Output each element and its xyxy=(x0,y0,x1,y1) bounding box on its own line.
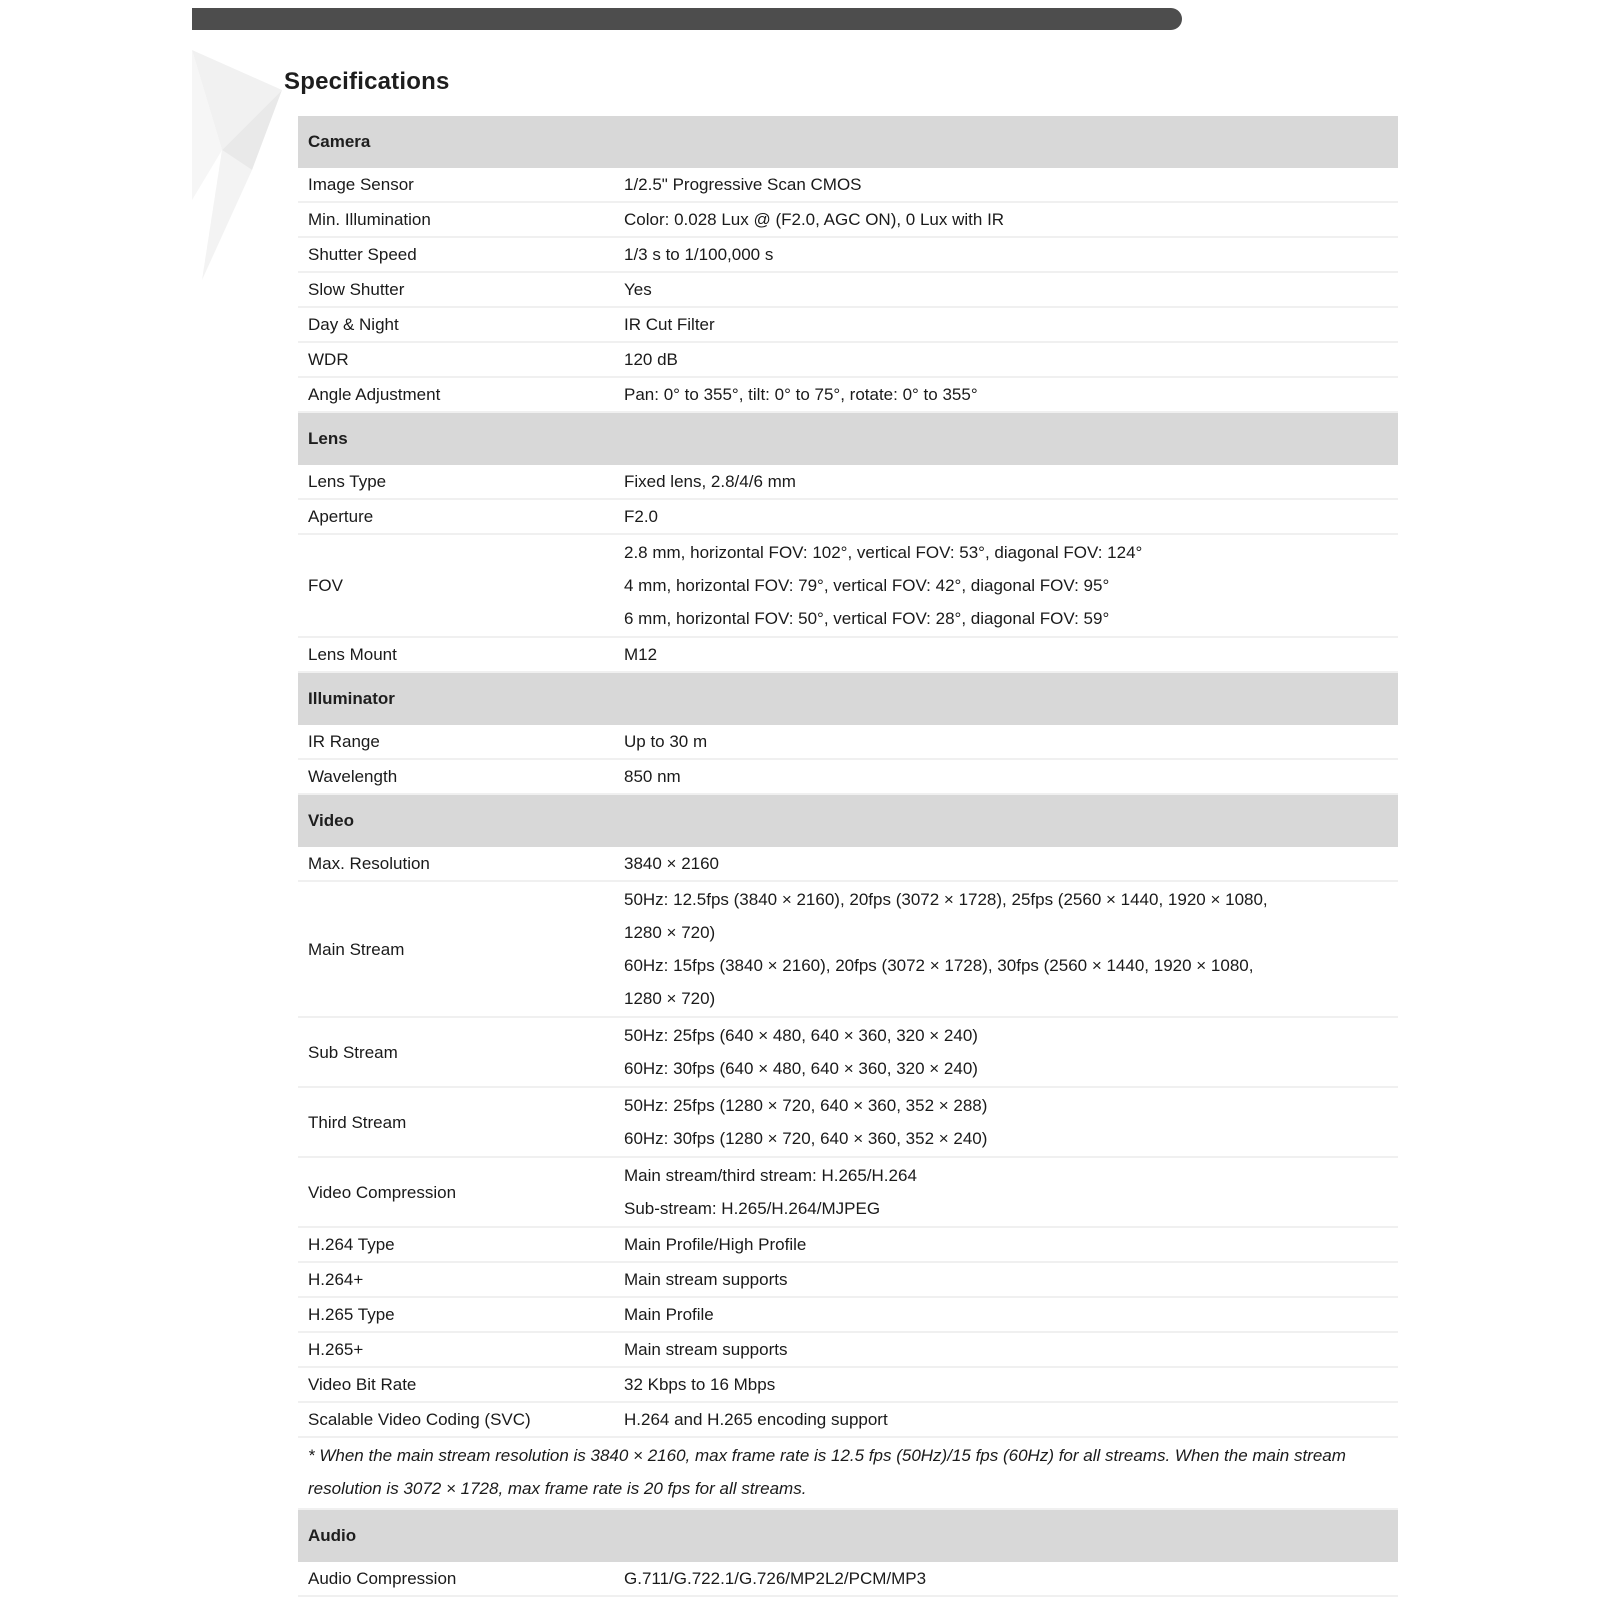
spec-value-line: IR Cut Filter xyxy=(624,315,715,334)
spec-value-line: 50Hz: 12.5fps (3840 × 2160), 20fps (3072 × 1728), 25fps (2560 × 1440, 1920 × 1080, xyxy=(624,890,1268,909)
spec-value xyxy=(614,637,1398,672)
spec-value-line: Fixed lens, 2.8/4/6 mm xyxy=(624,472,796,491)
spec-label: Max. Resolution xyxy=(298,847,614,881)
spec-value-line: Main stream supports xyxy=(624,1270,788,1289)
spec-label: Slow Shutter xyxy=(298,272,614,307)
spec-value xyxy=(614,465,1398,499)
spec-row xyxy=(298,342,1398,377)
spec-row xyxy=(298,307,1398,342)
spec-label: Wavelength xyxy=(298,759,614,794)
section-header-video xyxy=(298,794,1398,847)
spec-row xyxy=(298,1017,1398,1087)
spec-value-line: G.711/G.722.1/G.726/MP2L2/PCM/MP3 xyxy=(624,1569,927,1588)
spec-row xyxy=(298,759,1398,794)
spec-value-line: M12 xyxy=(624,645,658,664)
spec-label: Sub Stream xyxy=(298,1017,614,1087)
spec-value-line: 1/2.5" Progressive Scan CMOS xyxy=(624,175,862,194)
spec-value xyxy=(614,1402,1398,1437)
section-header-lens xyxy=(298,412,1398,465)
spec-label: Scalable Video Coding (SVC) xyxy=(298,1402,614,1437)
spec-value xyxy=(614,307,1398,342)
spec-label: Angle Adjustment xyxy=(298,377,614,412)
spec-value-line: Main Profile xyxy=(624,1305,714,1324)
spec-value xyxy=(614,1262,1398,1297)
spec-value xyxy=(614,1297,1398,1332)
spec-value xyxy=(614,1017,1398,1087)
spec-row xyxy=(298,1262,1398,1297)
spec-value-line: 2.8 mm, horizontal FOV: 102°, vertical FOV: 53°, diagonal FOV: 124° xyxy=(624,543,1143,562)
spec-row xyxy=(298,1297,1398,1332)
spec-value-line: 4 mm, horizontal FOV: 79°, vertical FOV: 42°, diagonal FOV: 95° xyxy=(624,576,1110,595)
spec-value-line: 1280 × 720) xyxy=(624,923,716,942)
spec-label: H.264+ xyxy=(298,1262,614,1297)
spec-row xyxy=(298,847,1398,881)
spec-value-line: 32 Kbps to 16 Mbps xyxy=(624,1375,776,1394)
spec-value-line: 1/3 s to 1/100,000 s xyxy=(624,245,774,264)
spec-row xyxy=(298,1332,1398,1367)
spec-value xyxy=(614,342,1398,377)
spec-value-line: Main stream supports xyxy=(624,1340,788,1359)
spec-value xyxy=(614,168,1398,202)
spec-value-line: Main Profile/High Profile xyxy=(624,1235,807,1254)
spec-label: Third Stream xyxy=(298,1087,614,1157)
spec-label: Lens Type xyxy=(298,465,614,499)
spec-label: WDR xyxy=(298,342,614,377)
spec-row xyxy=(298,237,1398,272)
spec-value-line: 120 dB xyxy=(624,350,678,369)
section-title: Lens xyxy=(298,412,1398,465)
spec-label: Lens Mount xyxy=(298,637,614,672)
spec-value-line: 60Hz: 30fps (1280 × 720, 640 × 360, 352 × 240) xyxy=(624,1129,988,1148)
spec-label: Aperture xyxy=(298,499,614,534)
spec-row xyxy=(298,637,1398,672)
section-title: Video xyxy=(298,794,1398,847)
spec-value xyxy=(614,847,1398,881)
spec-label: Main Stream xyxy=(298,881,614,1017)
spec-value-line: 6 mm, horizontal FOV: 50°, vertical FOV: 28°, diagonal FOV: 59° xyxy=(624,609,1110,628)
spec-value-line: Yes xyxy=(624,280,652,299)
spec-value-line: H.264 and H.265 encoding support xyxy=(624,1410,888,1429)
spec-row xyxy=(298,465,1398,499)
section-header-audio xyxy=(298,1509,1398,1562)
spec-row xyxy=(298,881,1398,1017)
spec-value-line: 50Hz: 25fps (1280 × 720, 640 × 360, 352 × 288) xyxy=(624,1096,988,1115)
spec-row xyxy=(298,1402,1398,1437)
spec-value-line: Sub-stream: H.265/H.264/MJPEG xyxy=(624,1199,881,1218)
spec-value-line: 1280 × 720) xyxy=(624,989,716,1008)
spec-value-line: 50Hz: 25fps (640 × 480, 640 × 360, 320 × 240) xyxy=(624,1026,978,1045)
spec-value xyxy=(614,534,1398,637)
spec-value xyxy=(614,1157,1398,1227)
spec-label: H.264 Type xyxy=(298,1227,614,1262)
spec-row xyxy=(298,1227,1398,1262)
spec-value xyxy=(614,1332,1398,1367)
page-title: Specifications xyxy=(284,68,450,95)
spec-row xyxy=(298,725,1398,759)
spec-value xyxy=(614,1562,1398,1596)
header-bar xyxy=(192,8,1182,30)
spec-label: FOV xyxy=(298,534,614,637)
spec-label: H.265+ xyxy=(298,1332,614,1367)
spec-value-line: F2.0 xyxy=(624,507,659,526)
spec-label: Shutter Speed xyxy=(298,237,614,272)
spec-value xyxy=(614,725,1398,759)
spec-value xyxy=(614,272,1398,307)
spec-row xyxy=(298,202,1398,237)
spec-label: Min. Illumination xyxy=(298,202,614,237)
spec-value xyxy=(614,1087,1398,1157)
spec-value-line: Up to 30 m xyxy=(624,732,708,751)
spec-value xyxy=(614,499,1398,534)
spec-value xyxy=(614,881,1398,1017)
spec-label: Day & Night xyxy=(298,307,614,342)
spec-value-line: Pan: 0° to 355°, tilt: 0° to 75°, rotate: 0° to 355° xyxy=(624,385,978,404)
spec-value-line: 850 nm xyxy=(624,767,681,786)
spec-value xyxy=(614,377,1398,412)
spec-label: Audio Compression xyxy=(298,1562,614,1596)
spec-value xyxy=(614,759,1398,794)
spec-value xyxy=(614,237,1398,272)
section-title: Illuminator xyxy=(298,672,1398,725)
spec-row xyxy=(298,1367,1398,1402)
section-title: Audio xyxy=(298,1509,1398,1562)
spec-label: Video Compression xyxy=(298,1157,614,1227)
spec-label: IR Range xyxy=(298,725,614,759)
spec-label: Image Sensor xyxy=(298,168,614,202)
spec-value-line: Main stream/third stream: H.265/H.264 xyxy=(624,1166,917,1185)
section-title: Camera xyxy=(298,116,1398,168)
spec-label: H.265 Type xyxy=(298,1297,614,1332)
spec-row xyxy=(298,168,1398,202)
spec-value xyxy=(614,1227,1398,1262)
spec-row xyxy=(298,1087,1398,1157)
spec-row xyxy=(298,1157,1398,1227)
spec-value xyxy=(614,202,1398,237)
spec-value xyxy=(614,1367,1398,1402)
spec-table xyxy=(298,116,1398,1597)
footnote-row xyxy=(298,1437,1398,1509)
spec-row xyxy=(298,499,1398,534)
spec-row xyxy=(298,1562,1398,1596)
spec-row xyxy=(298,377,1398,412)
spec-row xyxy=(298,534,1398,637)
footnote-text: * When the main stream resolution is 3840 × 2160, max frame rate is 12.5 fps (50Hz)/15 fps (60Hz) for all streams. When the main stream resolution is 3072 × 1728, max frame rate is 20 fps for all streams. xyxy=(298,1437,1398,1509)
spec-value-line: Color: 0.028 Lux @ (F2.0, AGC ON), 0 Lux with IR xyxy=(624,210,1005,229)
spec-row xyxy=(298,272,1398,307)
section-header-camera xyxy=(298,116,1398,168)
spec-value-line: 60Hz: 30fps (640 × 480, 640 × 360, 320 × 240) xyxy=(624,1059,978,1078)
spec-value-line: 60Hz: 15fps (3840 × 2160), 20fps (3072 × 1728), 30fps (2560 × 1440, 1920 × 1080, xyxy=(624,956,1254,975)
section-header-illuminator xyxy=(298,672,1398,725)
spec-value-line: 3840 × 2160 xyxy=(624,854,720,873)
spec-label: Video Bit Rate xyxy=(298,1367,614,1402)
